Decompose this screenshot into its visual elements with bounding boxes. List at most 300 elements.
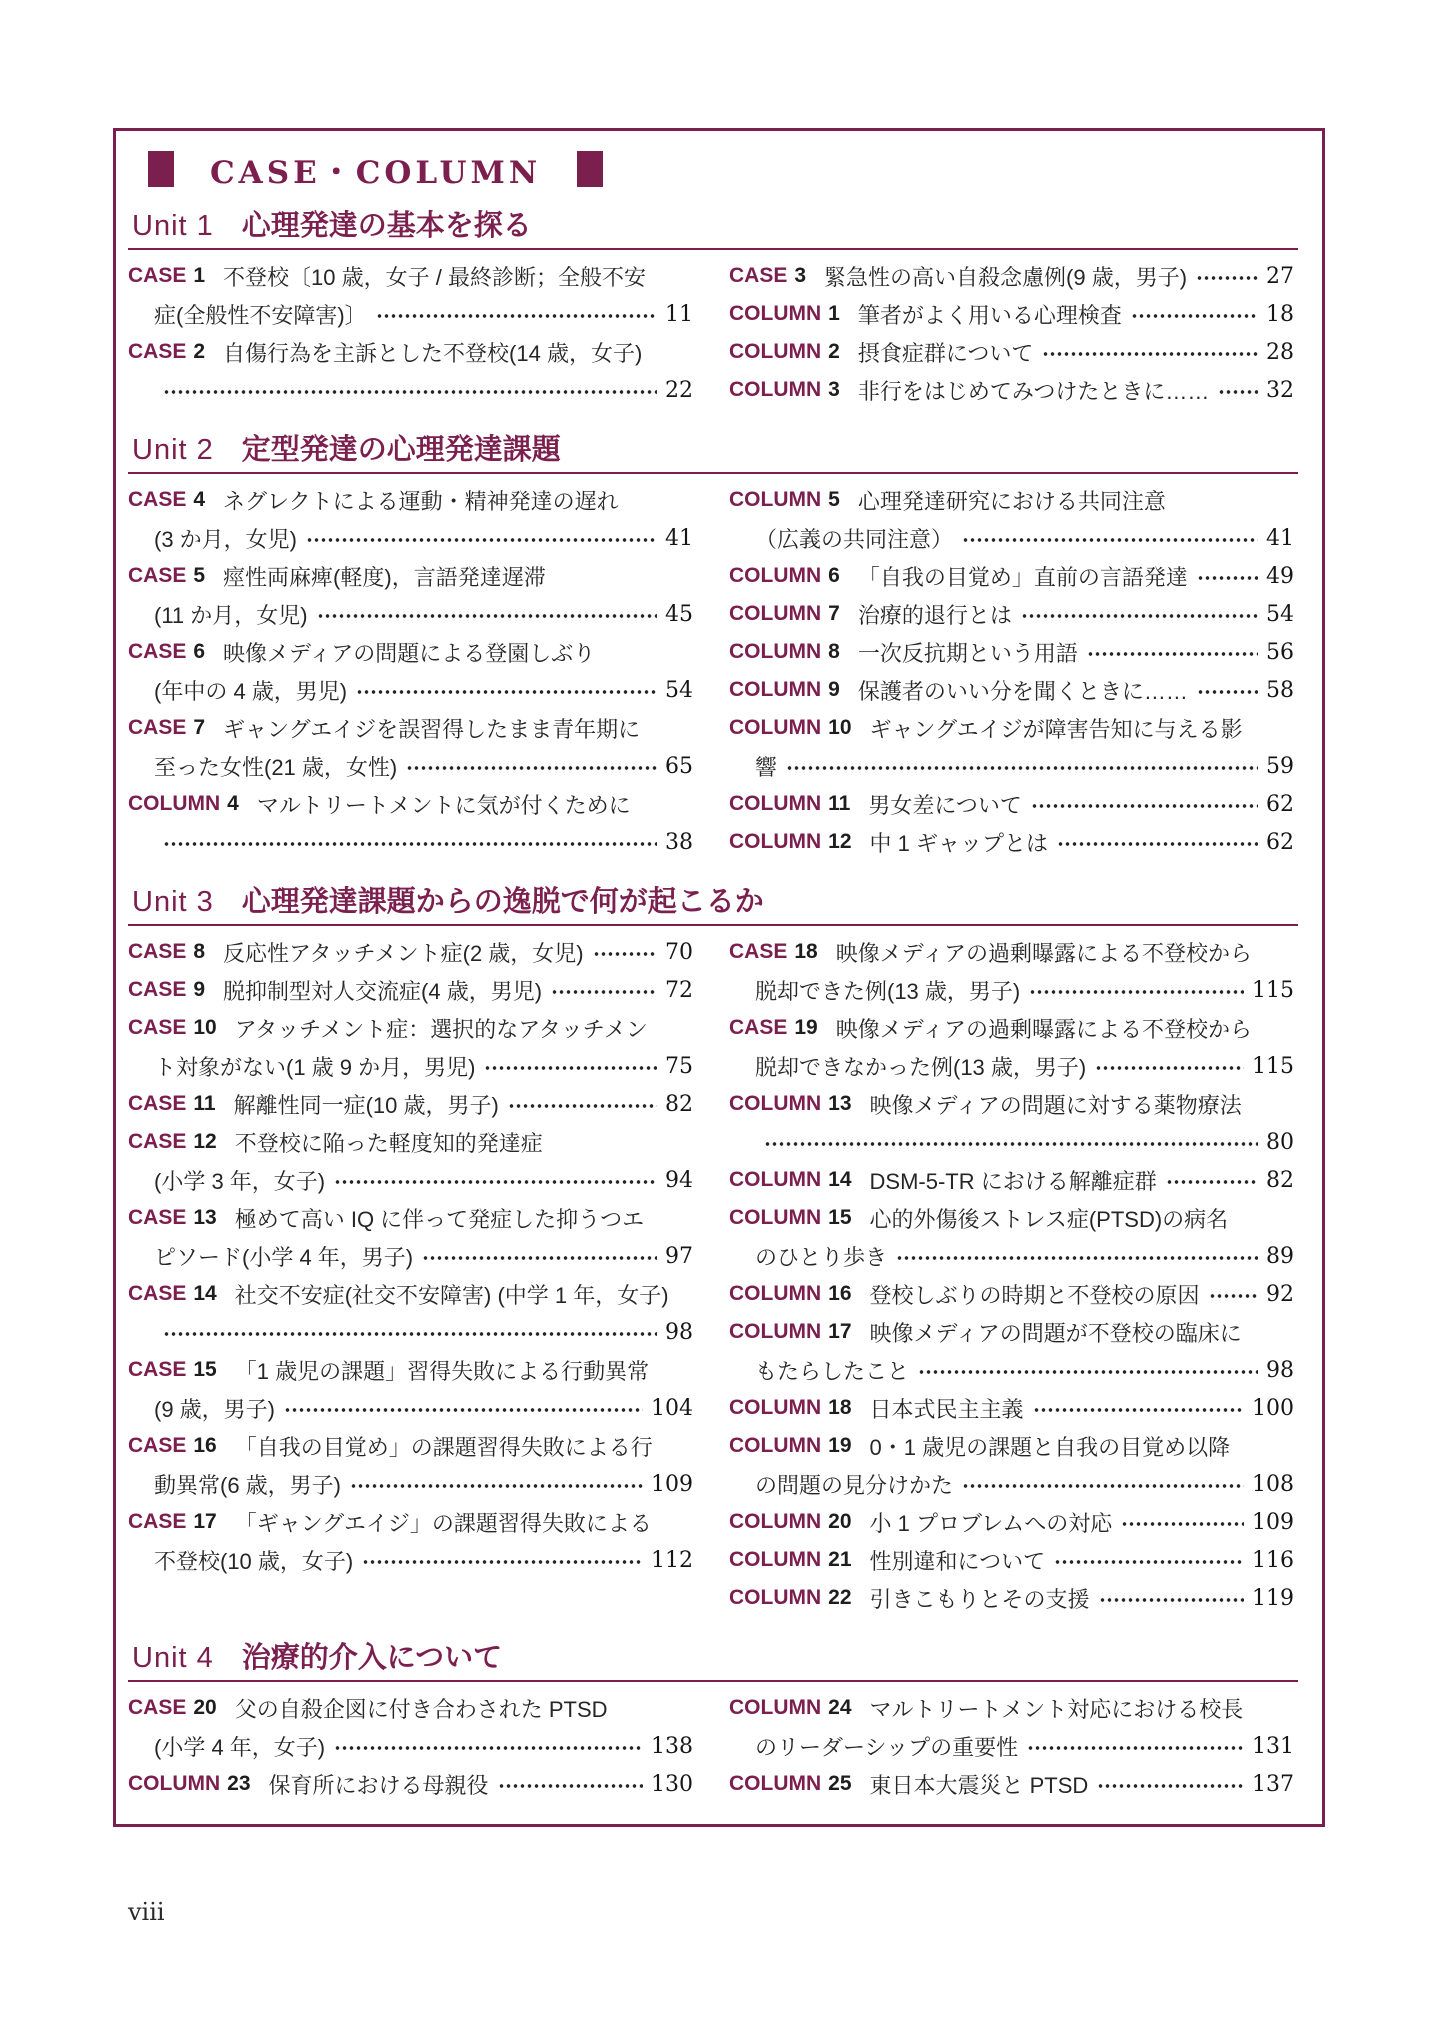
entry-text: 「自我の目覚め」の課題習得失敗による行 — [234, 1434, 653, 1460]
entry-line — [729, 709, 1294, 747]
entry-number: 17 — [828, 1320, 852, 1343]
dot-leader — [508, 1102, 657, 1110]
dot-leader — [1033, 1406, 1244, 1414]
toc-entry — [128, 481, 693, 557]
entry-line — [128, 1765, 693, 1803]
entry-text: 性別違和について — [869, 1548, 1046, 1574]
entry-label: COLUMN — [729, 340, 822, 363]
dot-leader — [163, 840, 657, 848]
entry-text: 保護者のいい分を聞くときに…… — [857, 678, 1188, 704]
entry-number: 10 — [193, 1016, 217, 1039]
unit-heading — [128, 1635, 1298, 1682]
entry-text: 反応性アタッチメント症(2 歳，女児) — [223, 940, 584, 966]
entry-line — [128, 1085, 693, 1123]
entry-line — [729, 519, 1294, 557]
entry-text: 心理発達研究における共同注意 — [857, 488, 1166, 514]
entry-text: 非行をはじめてみつけたときに…… — [857, 378, 1210, 404]
toc-entry — [729, 671, 1294, 709]
toc-entry — [128, 1503, 693, 1579]
unit-left-column — [128, 933, 693, 1617]
entry-line — [128, 1427, 693, 1465]
entry-text: 保育所における母親役 — [268, 1772, 489, 1798]
entry-label: CASE — [128, 940, 187, 963]
entry-label: COLUMN — [729, 1396, 822, 1419]
dot-leader — [1097, 1782, 1244, 1790]
entry-line — [128, 971, 693, 1009]
entry-text: マルトリートメントに気が付くために — [256, 792, 631, 818]
dot-leader — [1054, 1558, 1244, 1566]
entry-label: CASE — [128, 1206, 187, 1229]
dot-leader — [1166, 1178, 1258, 1186]
entry-text: (小学 4 年，女子) — [154, 1734, 326, 1760]
entry-text: 脱却できた例(13 歳，男子) — [755, 978, 1021, 1004]
entry-text: 痙性両麻痺(軽度)，言語発達遅滞 — [223, 564, 546, 590]
entry-number: 14 — [193, 1282, 217, 1305]
toc-entry — [128, 785, 693, 861]
entry-line — [128, 1199, 693, 1237]
entry-text: 至った女性(21 歳，女性) — [154, 754, 398, 780]
entry-text: （広義の共同注意） — [755, 526, 954, 552]
unit-heading — [128, 879, 1298, 926]
entry-text: 響 — [755, 754, 778, 780]
page-number: 82 — [1266, 1167, 1294, 1193]
page-number: 72 — [665, 977, 693, 1003]
page-number: 116 — [1252, 1547, 1294, 1573]
page-number: 65 — [665, 753, 693, 779]
entry-line — [128, 933, 693, 971]
entry-text: 日本式民主主義 — [869, 1396, 1024, 1422]
unit-title: 定型発達の心理発達課題 — [241, 434, 561, 466]
unit-heading — [128, 427, 1298, 474]
entry-line — [128, 557, 693, 595]
entry-line — [729, 1503, 1294, 1541]
entry-label: COLUMN — [729, 1696, 822, 1719]
toc-entry — [128, 1199, 693, 1275]
toc-entry — [729, 1689, 1294, 1765]
dot-leader — [406, 764, 657, 772]
entry-line — [729, 1161, 1294, 1199]
dot-leader — [1031, 802, 1258, 810]
entry-number: 8 — [828, 640, 840, 663]
entry-number: 9 — [828, 678, 840, 701]
toc-entry — [128, 1765, 693, 1803]
entry-label: COLUMN — [729, 488, 822, 511]
entry-text: 映像メディアの問題に対する薬物療法 — [869, 1092, 1242, 1118]
page-number: 22 — [665, 377, 693, 403]
entry-number: 6 — [828, 564, 840, 587]
page-number: 75 — [665, 1053, 693, 1079]
unit-columns — [128, 481, 1298, 861]
entry-line — [128, 785, 693, 823]
entry-label: COLUMN — [729, 678, 822, 701]
dot-leader — [334, 1178, 657, 1186]
entry-number: 2 — [193, 340, 206, 363]
entry-number: 2 — [828, 340, 840, 363]
entry-text: 心的外傷後ストレス症(PTSD)の病名 — [869, 1206, 1229, 1232]
entry-label: COLUMN — [729, 1282, 822, 1305]
entry-label: COLUMN — [729, 716, 822, 739]
toc-entry — [128, 1123, 693, 1199]
entry-line — [128, 481, 693, 519]
page-number: 115 — [1252, 977, 1294, 1003]
entry-line — [729, 557, 1294, 595]
entry-line — [128, 671, 693, 709]
unit-title: 心理発達の基本を探る — [241, 210, 532, 242]
entry-text: 解離性同一症(10 歳，男子) — [233, 1092, 499, 1118]
entry-text: 不登校〔10 歳，女子 / 最終診断；全般不安 — [223, 264, 646, 290]
page-number: 112 — [651, 1547, 693, 1573]
entry-label: COLUMN — [729, 602, 822, 625]
unit-section-unit-4 — [128, 1635, 1298, 1803]
dot-leader — [1196, 274, 1258, 282]
entry-text: 男女差について — [868, 792, 1022, 818]
entry-label: COLUMN — [729, 640, 822, 663]
entry-text: ピソード(小学 4 年，男子) — [154, 1244, 414, 1270]
entry-line — [128, 1237, 693, 1275]
entry-line — [729, 257, 1294, 295]
entry-line — [128, 519, 693, 557]
entry-line — [729, 1389, 1294, 1427]
toc-entry — [729, 1199, 1294, 1275]
entry-text: 登校しぶりの時期と不登校の原因 — [869, 1282, 1200, 1308]
entry-number: 25 — [828, 1772, 852, 1795]
page-number: 98 — [1266, 1357, 1294, 1383]
entry-number: 13 — [828, 1092, 852, 1115]
dot-leader — [284, 1406, 643, 1414]
unit-section-unit-3 — [128, 879, 1298, 1617]
entry-text: 映像メディアの問題が不登校の臨床に — [869, 1320, 1242, 1346]
toc-entry — [729, 1541, 1294, 1579]
entry-number: 13 — [193, 1206, 217, 1229]
dot-leader — [593, 950, 657, 958]
entry-label: COLUMN — [729, 1320, 822, 1343]
dot-leader — [918, 1368, 1258, 1376]
entry-line — [128, 1047, 693, 1085]
entry-label: COLUMN — [729, 792, 822, 815]
page-number: 131 — [1252, 1733, 1294, 1759]
entry-number: 10 — [828, 716, 852, 739]
entry-number: 20 — [193, 1696, 217, 1719]
toc-entry — [729, 633, 1294, 671]
entry-line — [729, 671, 1294, 709]
dot-leader — [1121, 1520, 1244, 1528]
entry-label: CASE — [128, 1510, 187, 1533]
toc-entry — [729, 595, 1294, 633]
entry-text: ネグレクトによる運動・精神発達の遅れ — [223, 488, 619, 514]
entry-number: 21 — [828, 1548, 852, 1571]
toc-entry — [729, 295, 1294, 333]
entry-text: (年中の 4 歳，男児) — [154, 678, 348, 704]
entry-label: CASE — [128, 340, 187, 363]
entry-text: 中 1 ギャップとは — [869, 830, 1048, 856]
entry-number: 24 — [828, 1696, 852, 1719]
entry-number: 6 — [193, 640, 206, 663]
toc-entry — [729, 557, 1294, 595]
entry-text: (小学 3 年，女子) — [154, 1168, 326, 1194]
dot-leader — [484, 1064, 657, 1072]
toc-entry — [729, 1313, 1294, 1389]
unit-right-column — [729, 1689, 1294, 1803]
entry-line — [729, 1047, 1294, 1085]
entry-number: 3 — [794, 264, 807, 287]
entry-label: COLUMN — [729, 830, 822, 853]
entry-text: マルトリートメント対応における校長 — [869, 1696, 1244, 1722]
entry-text: アタッチメント症：選択的なアタッチメン — [234, 1016, 648, 1042]
entry-line — [729, 1199, 1294, 1237]
entry-line — [128, 1465, 693, 1503]
entry-number: 23 — [227, 1772, 251, 1795]
page-number: 137 — [1252, 1771, 1294, 1797]
entry-number: 15 — [193, 1358, 217, 1381]
entry-line — [729, 1727, 1294, 1765]
page-number: 115 — [1252, 1053, 1294, 1079]
entry-line — [128, 1389, 693, 1427]
unit-left-column — [128, 1689, 693, 1803]
entry-line — [128, 747, 693, 785]
entry-label: CASE — [128, 1434, 187, 1457]
units-container — [128, 203, 1298, 1803]
entry-line — [128, 295, 693, 333]
entry-label: CASE — [128, 1358, 187, 1381]
entry-label: CASE — [729, 940, 788, 963]
page-number: 56 — [1266, 639, 1294, 665]
entry-text: 不登校(10 歳，女子) — [154, 1548, 354, 1574]
entry-text: ト対象がない(1 歳 9 か月，男児) — [154, 1054, 476, 1080]
toc-entry — [729, 481, 1294, 557]
case-column-toc-box — [113, 128, 1325, 1827]
toc-entry — [128, 633, 693, 709]
entry-line — [729, 1085, 1294, 1123]
dot-leader — [1057, 840, 1258, 848]
entry-line — [729, 1427, 1294, 1465]
entry-line — [729, 333, 1294, 371]
entry-text: ギャングエイジが障害告知に与える影 — [869, 716, 1243, 742]
dot-leader — [1099, 1596, 1244, 1604]
dot-leader — [1021, 612, 1258, 620]
entry-label: CASE — [128, 716, 187, 739]
page-number: 41 — [1266, 525, 1294, 551]
entry-line — [729, 933, 1294, 971]
toc-entry — [128, 557, 693, 633]
entry-number: 19 — [828, 1434, 852, 1457]
page-number: 62 — [1266, 791, 1294, 817]
entry-line — [729, 1579, 1294, 1617]
entry-label: CASE — [128, 1016, 187, 1039]
page-number: 32 — [1266, 377, 1294, 403]
entry-line — [729, 1313, 1294, 1351]
toc-entry — [729, 1765, 1294, 1803]
entry-number: 15 — [828, 1206, 852, 1229]
toc-entry — [729, 1085, 1294, 1161]
page-number: 41 — [665, 525, 693, 551]
toc-entry — [128, 1009, 693, 1085]
entry-line — [729, 1237, 1294, 1275]
entry-line — [128, 823, 693, 861]
entry-text: 「1 歳児の課題」習得失敗による行動異常 — [234, 1358, 650, 1384]
toc-entry — [128, 933, 693, 971]
toc-entry — [128, 1085, 693, 1123]
entry-number: 5 — [193, 564, 206, 587]
page-number: 94 — [665, 1167, 693, 1193]
toc-entry — [729, 785, 1294, 823]
entry-text: (3 か月，女児) — [154, 526, 298, 552]
page-number: 80 — [1266, 1129, 1294, 1155]
entry-line — [128, 1009, 693, 1047]
page-number: 49 — [1266, 563, 1294, 589]
entry-line — [729, 1541, 1294, 1579]
toc-entry — [729, 1427, 1294, 1503]
entry-text: 「自我の目覚め」直前の言語発達 — [857, 564, 1188, 590]
entry-label: CASE — [729, 264, 788, 287]
entry-text: 一次反抗期という用語 — [857, 640, 1078, 666]
unit-title: 治療的介入について — [241, 1642, 503, 1674]
entry-number: 4 — [227, 792, 239, 815]
entry-number: 11 — [828, 792, 851, 815]
entry-text: 父の自殺企図に付き合わされた PTSD — [234, 1696, 608, 1722]
page-number: 18 — [1266, 301, 1294, 327]
dot-leader — [163, 388, 657, 396]
dot-leader — [1095, 1064, 1244, 1072]
entry-text: 動異常(6 歳，男子) — [154, 1472, 342, 1498]
entry-label: COLUMN — [729, 1510, 822, 1533]
page-number: 54 — [665, 677, 693, 703]
entry-text: 不登校に陥った軽度知的発達症 — [234, 1130, 543, 1156]
page-number: 100 — [1252, 1395, 1294, 1421]
entry-label: COLUMN — [128, 1772, 221, 1795]
entry-line — [729, 1689, 1294, 1727]
toc-entry — [729, 1503, 1294, 1541]
page-number: 104 — [651, 1395, 693, 1421]
unit-columns — [128, 257, 1298, 409]
entry-number: 3 — [828, 378, 840, 401]
dot-leader — [306, 536, 657, 544]
entry-label: COLUMN — [729, 1092, 822, 1115]
entry-line — [729, 633, 1294, 671]
page-number: 70 — [665, 939, 693, 965]
entry-label: COLUMN — [729, 302, 822, 325]
toc-entry — [729, 709, 1294, 785]
entry-label: CASE — [128, 488, 187, 511]
entry-label: CASE — [128, 564, 187, 587]
entry-line — [729, 595, 1294, 633]
dot-leader — [350, 1482, 643, 1490]
unit-right-column — [729, 481, 1294, 861]
unit-left-column — [128, 257, 693, 409]
entry-number: 11 — [193, 1092, 216, 1115]
unit-heading — [128, 203, 1298, 250]
entry-text: DSM-5-TR における解離症群 — [869, 1168, 1157, 1194]
entry-number: 7 — [828, 602, 840, 625]
entry-label: COLUMN — [128, 792, 221, 815]
toc-entry — [729, 823, 1294, 861]
entry-text: 自傷行為を主訴とした不登校(14 歳，女子) — [223, 340, 643, 366]
entry-text: 緊急性の高い自殺念慮例(9 歳，男子) — [824, 264, 1188, 290]
entry-line — [128, 1161, 693, 1199]
dot-leader — [764, 1140, 1258, 1148]
dot-leader — [317, 612, 657, 620]
entry-text: (11 か月，女児) — [154, 602, 308, 628]
page-number: 138 — [651, 1733, 693, 1759]
entry-line — [729, 1009, 1294, 1047]
entry-label: CASE — [128, 1696, 187, 1719]
header-square-icon — [577, 151, 603, 187]
entry-number: 5 — [828, 488, 840, 511]
unit-label: Unit 4 — [132, 1642, 214, 1674]
dot-leader — [1209, 1292, 1258, 1300]
dot-leader — [1131, 312, 1258, 320]
dot-leader — [962, 536, 1258, 544]
entry-text: (9 歳，男子) — [154, 1396, 276, 1422]
entry-label: CASE — [729, 1016, 788, 1039]
entry-line — [729, 295, 1294, 333]
entry-number: 18 — [794, 940, 818, 963]
toc-entry — [729, 371, 1294, 409]
entry-text: 引きこもりとその支援 — [869, 1586, 1090, 1612]
entry-line — [128, 371, 693, 409]
entry-line — [128, 595, 693, 633]
entry-number: 22 — [828, 1586, 852, 1609]
page-number: 58 — [1266, 677, 1294, 703]
entry-number: 14 — [828, 1168, 852, 1191]
entry-line — [128, 1727, 693, 1765]
entry-label: COLUMN — [729, 1586, 822, 1609]
entry-number: 1 — [828, 302, 840, 325]
toc-entry — [128, 971, 693, 1009]
toc-entry — [729, 1275, 1294, 1313]
toc-entry — [128, 709, 693, 785]
dot-leader — [1042, 350, 1258, 358]
page-number-footer: viii — [128, 1898, 165, 1926]
page-number: 62 — [1266, 829, 1294, 855]
entry-label: COLUMN — [729, 564, 822, 587]
entry-line — [729, 823, 1294, 861]
page-number: 27 — [1266, 263, 1294, 289]
entry-text: 映像メディアの問題による登園しぶり — [223, 640, 596, 666]
entry-text: 治療的退行とは — [857, 602, 1012, 628]
entry-text: 筆者がよく用いる心理検査 — [857, 302, 1122, 328]
entry-number: 12 — [828, 830, 852, 853]
entry-line — [729, 785, 1294, 823]
dot-leader — [962, 1482, 1244, 1490]
dot-leader — [422, 1254, 657, 1262]
entry-line — [128, 1503, 693, 1541]
page-number: 89 — [1266, 1243, 1294, 1269]
entry-number: 18 — [828, 1396, 852, 1419]
box-title: CASE・COLUMN — [210, 154, 542, 191]
toc-entry — [729, 257, 1294, 295]
toc-entry — [128, 1351, 693, 1427]
entry-text: 脱抑制型対人交流症(4 歳，男児) — [223, 978, 543, 1004]
entry-text: 東日本大震災と PTSD — [869, 1772, 1089, 1798]
entry-text: 映像メディアの過剰曝露による不登校から — [835, 1016, 1252, 1042]
entry-number: 20 — [828, 1510, 852, 1533]
page-number: 11 — [665, 301, 693, 327]
toc-entry — [729, 933, 1294, 1009]
box-header — [128, 145, 1298, 193]
toc-entry — [729, 1389, 1294, 1427]
entry-text: 「ギャングエイジ」の課題習得失敗による — [234, 1510, 652, 1536]
entry-label: CASE — [128, 264, 187, 287]
toc-entry — [128, 1689, 693, 1765]
entry-line — [128, 1689, 693, 1727]
entry-label: COLUMN — [729, 1772, 822, 1795]
entry-number: 7 — [193, 716, 206, 739]
entry-number: 9 — [193, 978, 206, 1001]
dot-leader — [163, 1330, 657, 1338]
dot-leader — [786, 764, 1258, 772]
entry-text: 症(全般性不安障害)〕 — [154, 302, 367, 328]
page-number: 92 — [1266, 1281, 1294, 1307]
